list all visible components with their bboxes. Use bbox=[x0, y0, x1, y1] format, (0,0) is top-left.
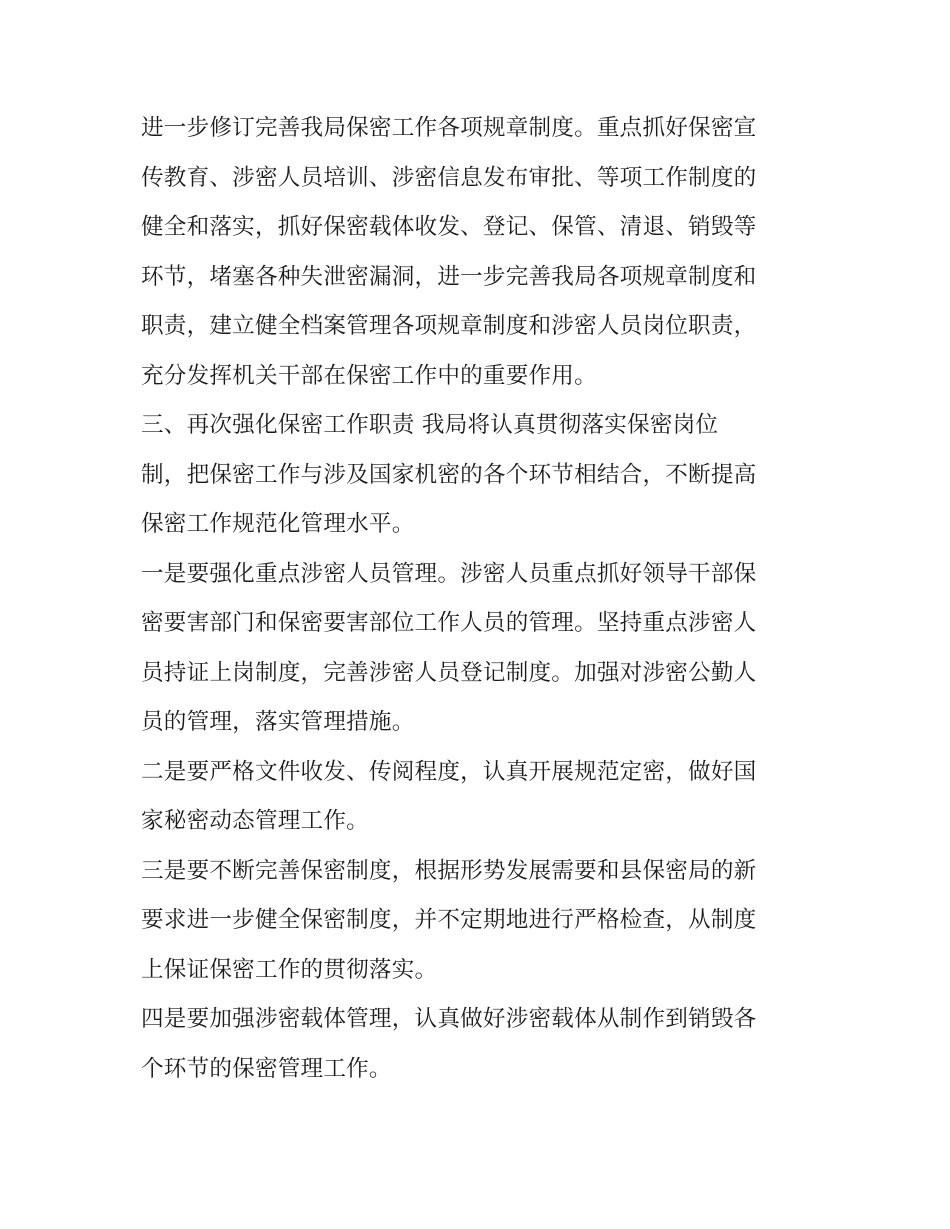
text-line: 保密工作规范化管理水平。 bbox=[141, 511, 415, 537]
text-line: 家秘密动态管理工作。 bbox=[141, 808, 369, 834]
section-heading-line: 三、再次强化保密工作职责 我局将认真贯彻落实保密岗位 bbox=[141, 412, 719, 438]
text-line: 上保证保密工作的贯彻落实。 bbox=[141, 956, 438, 983]
text-line: 制，把保密工作与涉及国家机密的各个环节相结合，不断提高 bbox=[141, 461, 757, 488]
text-line: 三是要不断完善保密制度，根据形势发展需要和县保密局的新 bbox=[141, 857, 757, 884]
text-line: 充分发挥机关干部在保密工作中的重要作用。 bbox=[141, 362, 597, 389]
text-line: 进一步修订完善我局保密工作各项规章制度。重点抓好保密宣 bbox=[141, 115, 757, 141]
text-line: 员持证上岗制度，完善涉密人员登记制度。加强对涉密公勤人 bbox=[141, 659, 757, 686]
text-line: 四是要加强涉密载体管理，认真做好涉密载体从制作到销毁各 bbox=[141, 1006, 757, 1032]
text-line: 员的管理，落实管理措施。 bbox=[141, 709, 415, 735]
text-line: 传教育、涉密人员培训、涉密信息发布审批、等项工作制度的 bbox=[141, 164, 757, 191]
text-line: 密要害部门和保密要害部位工作人员的管理。坚持重点涉密人 bbox=[141, 610, 757, 636]
text-line: 个环节的保密管理工作。 bbox=[141, 1055, 392, 1082]
text-line: 健全和落实，抓好保密载体收发、登记、保管、清退、销毁等 bbox=[141, 214, 757, 240]
text-line: 一是要强化重点涉密人员管理。涉密人员重点抓好领导干部保 bbox=[141, 560, 757, 587]
text-line: 要求进一步健全保密制度，并不定期地进行严格检查，从制度 bbox=[141, 907, 757, 933]
text-line: 环节，堵塞各种失泄密漏洞，进一步完善我局各项规章制度和 bbox=[141, 263, 757, 290]
document-body bbox=[141, 104, 831, 1094]
text-line: 二是要严格文件收发、传阅程度，认真开展规范定密，做好国 bbox=[141, 758, 757, 785]
text-line: 职责，建立健全档案管理各项规章制度和涉密人员岗位职责， bbox=[141, 313, 757, 339]
